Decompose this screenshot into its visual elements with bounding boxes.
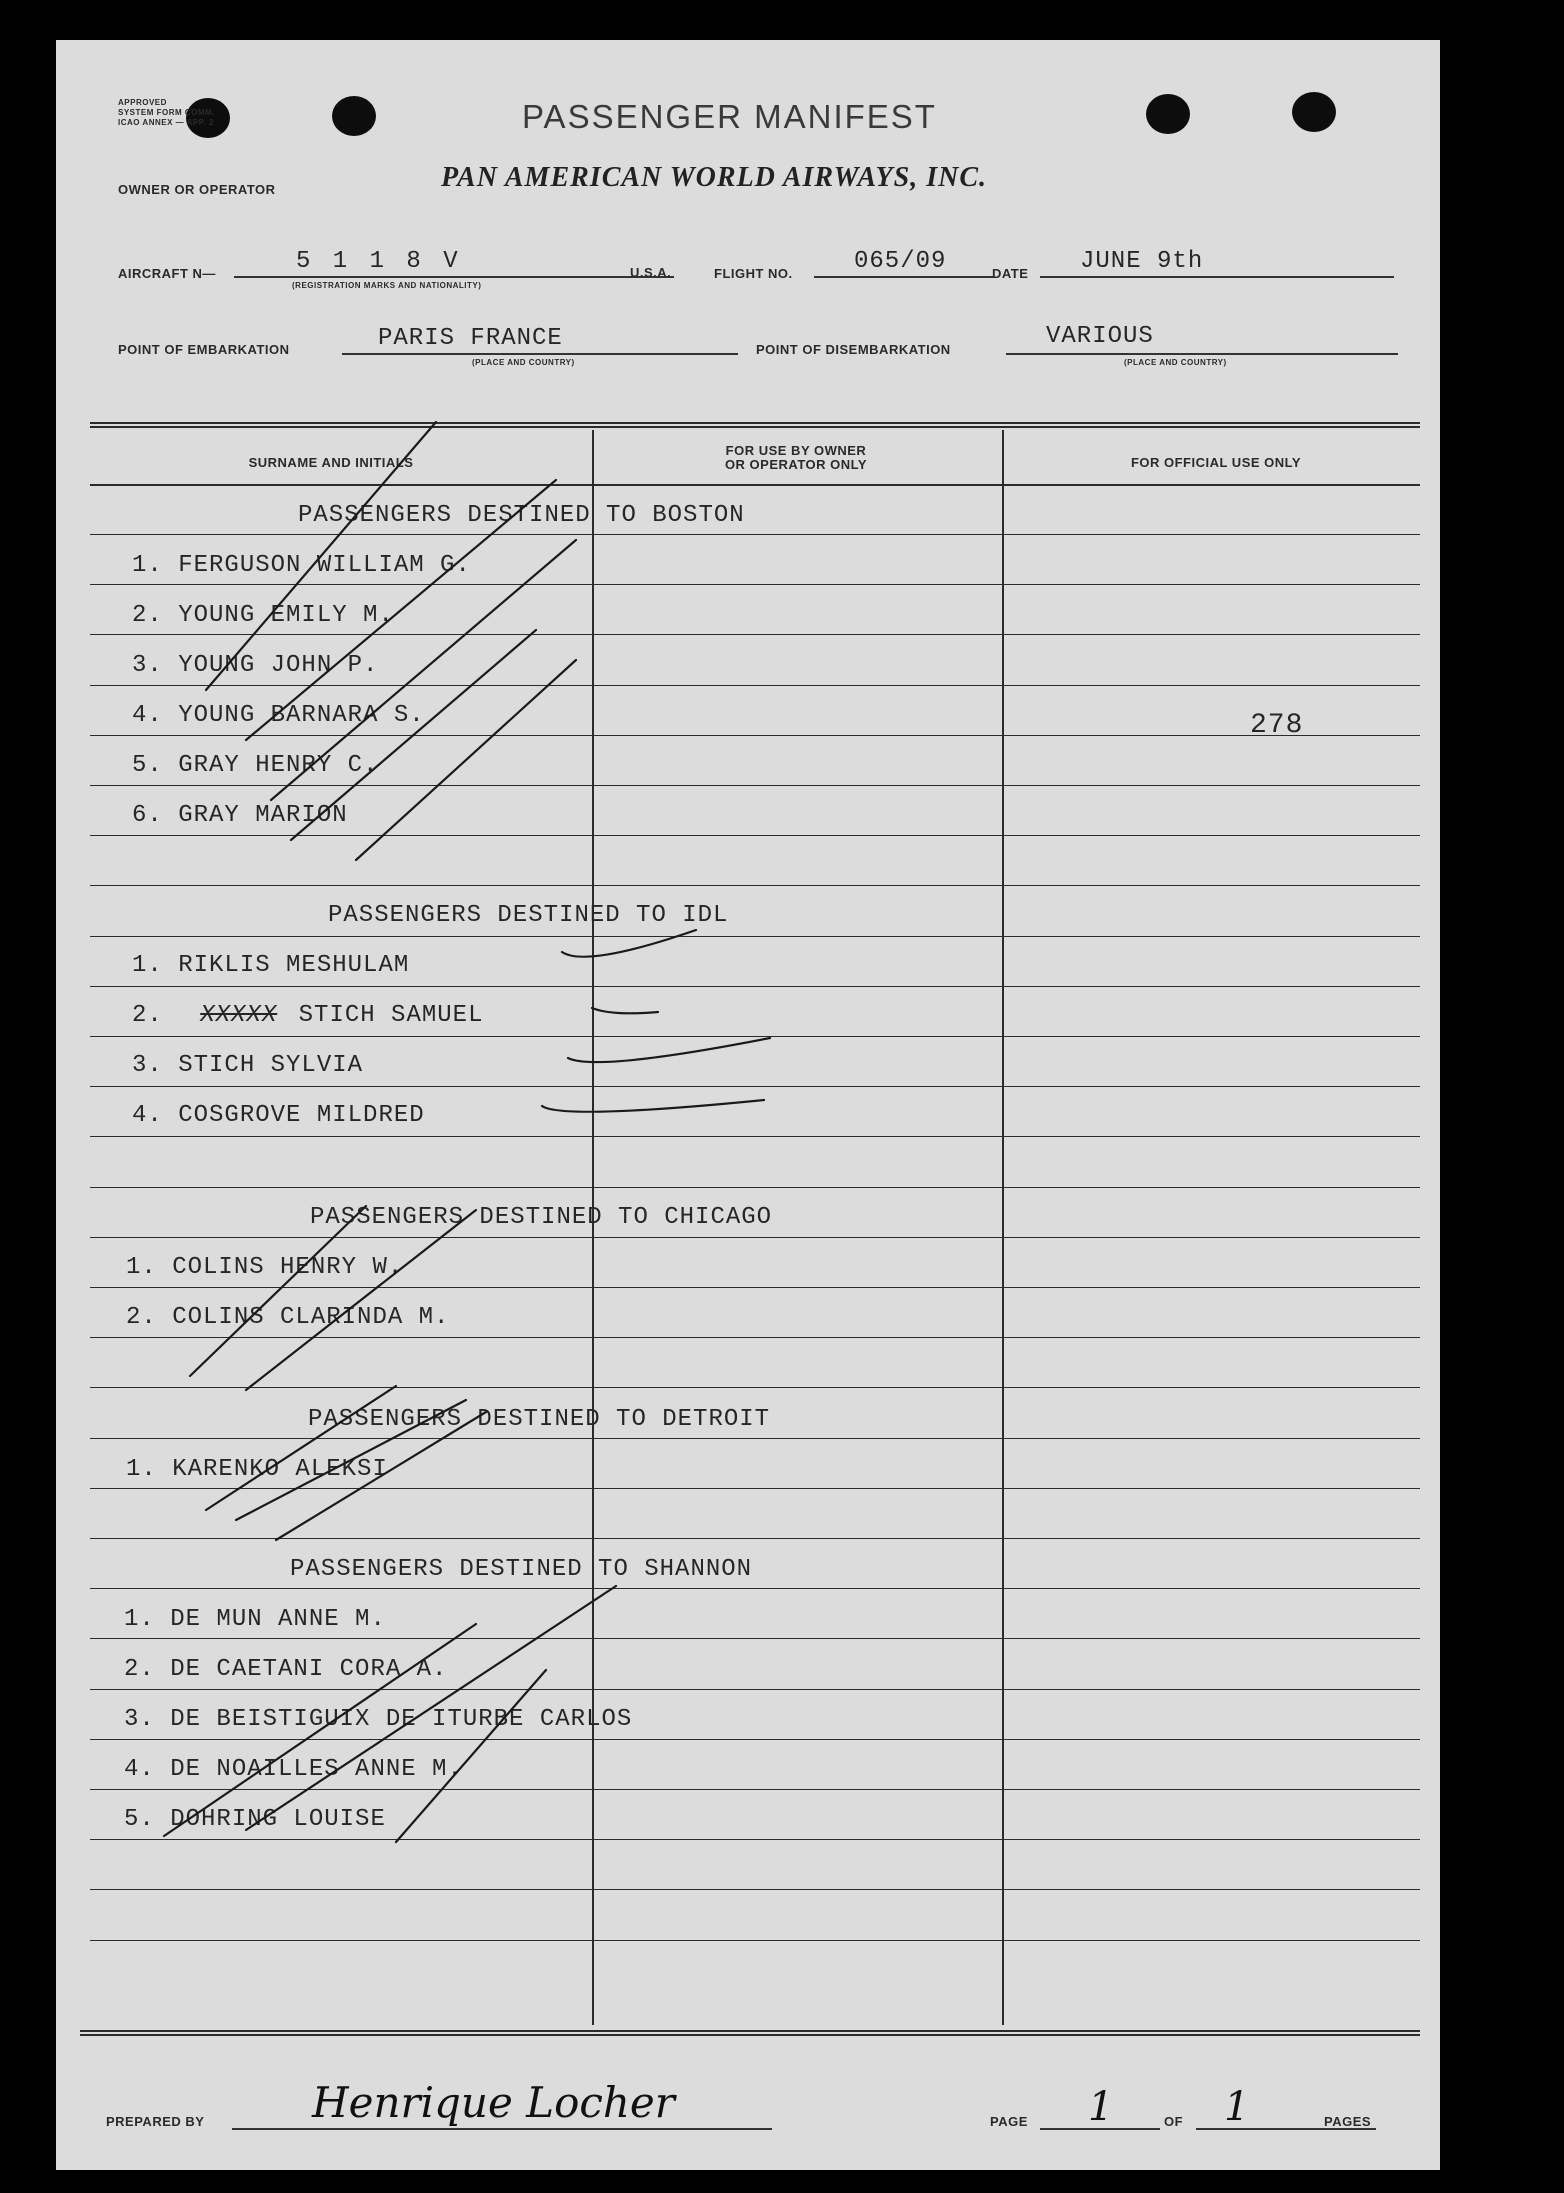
struck-out-text: XXXXX bbox=[200, 1002, 278, 1029]
disembark-caption: (PLACE AND COUNTRY) bbox=[1124, 358, 1227, 367]
check-mark bbox=[562, 930, 696, 957]
group-heading-boston: PASSENGERS DESTINED TO BOSTON bbox=[298, 502, 745, 529]
owner-value: PAN AMERICAN WORLD AIRWAYS, INC. bbox=[441, 162, 988, 193]
owner-label: OWNER OR OPERATOR bbox=[118, 182, 276, 197]
list-item: 6. GRAY MARION bbox=[132, 802, 348, 829]
list-item: 2. COLINS CLARINDA M. bbox=[126, 1304, 450, 1331]
list-item: 5. DOHRING LOUISE bbox=[124, 1806, 386, 1833]
list-item: 2. DE CAETANI CORA A. bbox=[124, 1656, 448, 1683]
aircraft-caption: (REGISTRATION MARKS AND NATIONALITY) bbox=[292, 281, 482, 290]
check-mark bbox=[542, 1100, 764, 1112]
form-title: PASSENGER MANIFEST bbox=[522, 98, 937, 135]
disembark-label: POINT OF DISEMBARKATION bbox=[756, 342, 951, 357]
embark-value: PARIS FRANCE bbox=[378, 325, 563, 352]
approval-line-2: SYSTEM FORM COMM. bbox=[118, 108, 215, 117]
flight-value: 065/09 bbox=[854, 248, 947, 275]
list-item: 1. FERGUSON WILLIAM G. bbox=[132, 552, 471, 579]
list-item: 4. YOUNG BARNARA S. bbox=[132, 702, 425, 729]
strike-mark bbox=[271, 540, 576, 800]
list-item: 3. STICH SYLVIA bbox=[132, 1052, 364, 1079]
col-official-header: FOR OFFICIAL USE ONLY bbox=[1130, 455, 1302, 470]
list-item: 1. COLINS HENRY W. bbox=[126, 1254, 404, 1281]
col-owner-header-line-1: FOR USE BY OWNER bbox=[725, 443, 867, 458]
of-label: OF bbox=[1164, 2114, 1184, 2129]
strike-mark bbox=[190, 1206, 366, 1376]
manifest-sheet bbox=[56, 40, 1440, 2170]
embark-caption: (PLACE AND COUNTRY) bbox=[472, 358, 575, 367]
approval-line-3: ICAO ANNEX — APP. 2 bbox=[118, 118, 214, 127]
date-label: DATE bbox=[992, 266, 1029, 281]
check-mark bbox=[592, 1008, 658, 1013]
strike-mark bbox=[246, 480, 556, 740]
strike-mark bbox=[236, 1400, 466, 1520]
list-item: 4. COSGROVE MILDRED bbox=[132, 1102, 425, 1129]
pages-label: PAGES bbox=[1324, 2114, 1372, 2129]
strike-mark bbox=[276, 1412, 486, 1540]
col-surname-header: SURNAME AND INITIALS bbox=[248, 455, 414, 470]
list-item: 4. DE NOAILLES ANNE M. bbox=[124, 1756, 463, 1783]
list-item: 1. KARENKO ALEKSI bbox=[126, 1456, 388, 1483]
passenger-name: STICH SAMUEL bbox=[298, 1002, 484, 1029]
disembark-value: VARIOUS bbox=[1046, 323, 1154, 350]
group-heading-chicago: PASSENGERS DESTINED TO CHICAGO bbox=[310, 1204, 773, 1231]
approval-line-1: APPROVED bbox=[118, 98, 167, 107]
group-heading-idl: PASSENGERS DESTINED TO IDL bbox=[328, 902, 729, 929]
strike-mark bbox=[206, 422, 436, 690]
list-item: 3. DE BEISTIGUIX DE ITURBE CARLOS bbox=[124, 1706, 633, 1733]
list-item: 1. RIKLIS MESHULAM bbox=[132, 952, 410, 979]
list-item: 1. DE MUN ANNE M. bbox=[124, 1606, 386, 1633]
list-item: 3. YOUNG JOHN P. bbox=[132, 652, 379, 679]
group-heading-shannon: PASSENGERS DESTINED TO SHANNON bbox=[290, 1556, 753, 1583]
page-count: 1 bbox=[1224, 2084, 1250, 2130]
col-owner-header-line-2: OR OPERATOR ONLY bbox=[724, 457, 868, 472]
check-mark bbox=[568, 1038, 770, 1062]
row-number: 2. bbox=[132, 1002, 163, 1029]
group-heading-detroit: PASSENGERS DESTINED TO DETROIT bbox=[308, 1406, 771, 1433]
strike-mark bbox=[206, 1386, 396, 1510]
strike-mark bbox=[246, 1210, 476, 1390]
prepared-by-label: PREPARED BY bbox=[106, 2114, 205, 2129]
usa-label: U.S.A. bbox=[630, 265, 672, 280]
list-item: 5. GRAY HENRY C. bbox=[132, 752, 379, 779]
list-item: 2. YOUNG EMILY M. bbox=[132, 602, 394, 629]
strike-mark bbox=[396, 1670, 546, 1842]
embark-label: POINT OF EMBARKATION bbox=[118, 342, 290, 357]
strike-mark bbox=[246, 1586, 616, 1830]
page-label: PAGE bbox=[990, 2114, 1028, 2129]
handwritten-marks bbox=[56, 40, 1440, 2170]
date-value: JUNE 9th bbox=[1080, 248, 1204, 275]
page-number: 1 bbox=[1088, 2084, 1114, 2130]
aircraft-value: 5 1 1 8 V bbox=[296, 248, 462, 275]
preparer-signature: Henrique Locher bbox=[312, 2078, 675, 2127]
official-note: 278 bbox=[1250, 710, 1304, 741]
flight-label: FLIGHT NO. bbox=[714, 266, 793, 281]
aircraft-label: AIRCRAFT N— bbox=[118, 266, 216, 281]
